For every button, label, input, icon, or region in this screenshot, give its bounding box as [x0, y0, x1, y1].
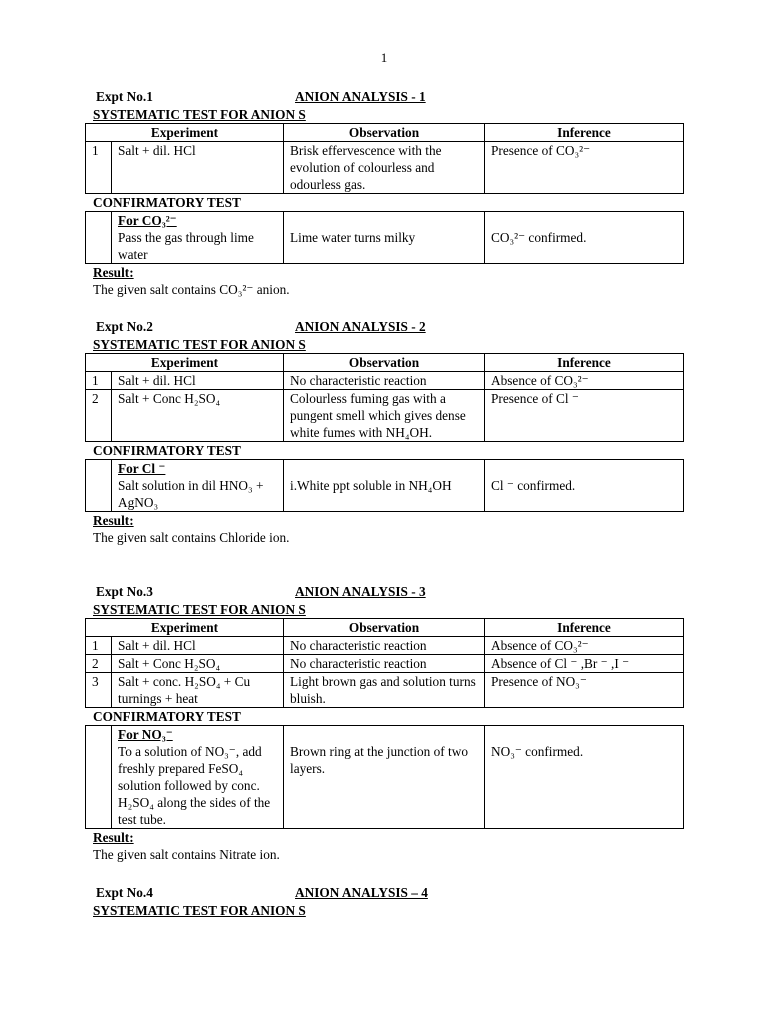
confirm-inference: CO₃²⁻ confirmed. — [485, 212, 684, 264]
table-row — [86, 390, 684, 442]
systematic-test-table — [85, 618, 684, 708]
row-inference: Presence of Cl ⁻ — [485, 390, 684, 442]
table-header-row — [86, 619, 684, 637]
header-inference: Inference — [485, 124, 684, 142]
expt-header — [85, 319, 683, 336]
expt-number: Expt No.2 — [96, 319, 153, 334]
table-row — [86, 655, 684, 673]
header-experiment: Experiment — [86, 354, 284, 372]
expt-1-section — [85, 89, 683, 299]
row-experiment: Salt + conc. H₂SO₄ + Cu turnings + heat — [112, 673, 284, 708]
expt-title: ANION ANALYSIS - 1 — [295, 89, 426, 104]
confirm-for-label: For CO₃²⁻ — [118, 213, 177, 228]
confirmatory-table — [85, 211, 684, 264]
expt-header — [85, 89, 683, 106]
table-row — [86, 372, 684, 390]
header-observation: Observation — [284, 124, 485, 142]
row-inference: Absence of CO₃²⁻ — [485, 637, 684, 655]
expt-title: ANION ANALYSIS - 3 — [295, 584, 426, 599]
expt-3-section — [85, 584, 683, 864]
row-observation: No characteristic reaction — [284, 637, 485, 655]
expt-2-section — [85, 319, 683, 547]
row-experiment: Salt + dil. HCl — [112, 637, 284, 655]
header-inference: Inference — [485, 354, 684, 372]
systematic-test-table — [85, 123, 684, 194]
row-observation: No characteristic reaction — [284, 655, 485, 673]
section-subtitle: SYSTEMATIC TEST FOR ANION S — [93, 903, 306, 918]
table-row — [86, 637, 684, 655]
confirm-for-label: For Cl ⁻ — [118, 461, 166, 476]
confirm-observation: i.White ppt soluble in NH₄OH — [284, 460, 485, 512]
confirm-inference: Cl ⁻ confirmed. — [485, 460, 684, 512]
row-inference: Presence of NO₃⁻ — [485, 673, 684, 708]
confirm-observation: Lime water turns milky — [284, 212, 485, 264]
header-observation: Observation — [284, 619, 485, 637]
header-experiment: Experiment — [86, 124, 284, 142]
result-text: The given salt contains CO₃²⁻ anion. — [93, 282, 290, 297]
page-number: 1 — [380, 50, 388, 65]
expt-header — [85, 584, 683, 601]
expt-number: Expt No.3 — [96, 584, 153, 599]
header-inference: Inference — [485, 619, 684, 637]
confirmatory-table — [85, 725, 684, 829]
section-subtitle: SYSTEMATIC TEST FOR ANION S — [93, 602, 306, 617]
table-row — [86, 142, 684, 194]
expt-number: Expt No.4 — [96, 885, 153, 900]
header-observation: Observation — [284, 354, 485, 372]
row-number: 1 — [86, 637, 112, 655]
row-experiment: Salt + dil. HCl — [112, 372, 284, 390]
row-number: 2 — [86, 390, 112, 442]
row-number: 1 — [86, 142, 112, 194]
confirmatory-table — [85, 459, 684, 512]
confirm-inference: NO₃⁻ confirmed. — [485, 726, 684, 829]
row-experiment: Salt + Conc H₂SO₄ — [112, 390, 284, 442]
row-inference: Presence of CO₃²⁻ — [485, 142, 684, 194]
expt-title: ANION ANALYSIS - 2 — [295, 319, 426, 334]
row-observation: Light brown gas and solution turns bluish. — [284, 673, 485, 708]
row-inference: Absence of Cl ⁻ ,Br ⁻ ,I ⁻ — [485, 655, 684, 673]
row-observation: No characteristic reaction — [284, 372, 485, 390]
table-row — [86, 673, 684, 708]
expt-4-section — [85, 885, 683, 919]
confirm-row — [86, 726, 684, 829]
row-observation: Brisk effervescence with the evolution of colourless and odourless gas. — [284, 142, 485, 194]
confirm-for-label: For NO₃⁻ — [118, 727, 173, 742]
result-text: The given salt contains Nitrate ion. — [93, 847, 280, 862]
row-number: 1 — [86, 372, 112, 390]
section-subtitle: SYSTEMATIC TEST FOR ANION S — [93, 107, 306, 122]
header-experiment: Experiment — [86, 619, 284, 637]
confirmatory-label: CONFIRMATORY TEST — [93, 443, 241, 458]
expt-title: ANION ANALYSIS – 4 — [295, 885, 428, 900]
confirm-row — [86, 212, 684, 264]
expt-number: Expt No.1 — [96, 89, 153, 104]
confirmatory-label: CONFIRMATORY TEST — [93, 195, 241, 210]
row-observation: Colourless fuming gas with a pungent smell which gives dense white fumes with NH₄OH. — [284, 390, 485, 442]
confirm-experiment: Pass the gas through lime water — [118, 230, 254, 262]
result-label: Result: — [93, 830, 134, 845]
row-inference: Absence of CO₃²⁻ — [485, 372, 684, 390]
confirm-experiment: Salt solution in dil HNO₃ + AgNO₃ — [118, 478, 264, 510]
confirm-experiment: To a solution of NO₃⁻, add freshly prepared FeSO₄ solution followed by conc. H₂SO₄ along the sides of the test tube. — [118, 744, 271, 827]
confirm-row — [86, 460, 684, 512]
systematic-test-table — [85, 353, 684, 442]
confirm-observation: Brown ring at the junction of two layers. — [284, 726, 485, 829]
section-subtitle: SYSTEMATIC TEST FOR ANION S — [93, 337, 306, 352]
row-experiment: Salt + Conc H₂SO₄ — [112, 655, 284, 673]
row-experiment: Salt + dil. HCl — [112, 142, 284, 194]
result-label: Result: — [93, 265, 134, 280]
result-label: Result: — [93, 513, 134, 528]
expt-header — [85, 885, 683, 902]
confirmatory-label: CONFIRMATORY TEST — [93, 709, 241, 724]
result-text: The given salt contains Chloride ion. — [93, 530, 290, 545]
table-header-row — [86, 354, 684, 372]
row-number: 3 — [86, 673, 112, 708]
table-header-row — [86, 124, 684, 142]
row-number: 2 — [86, 655, 112, 673]
